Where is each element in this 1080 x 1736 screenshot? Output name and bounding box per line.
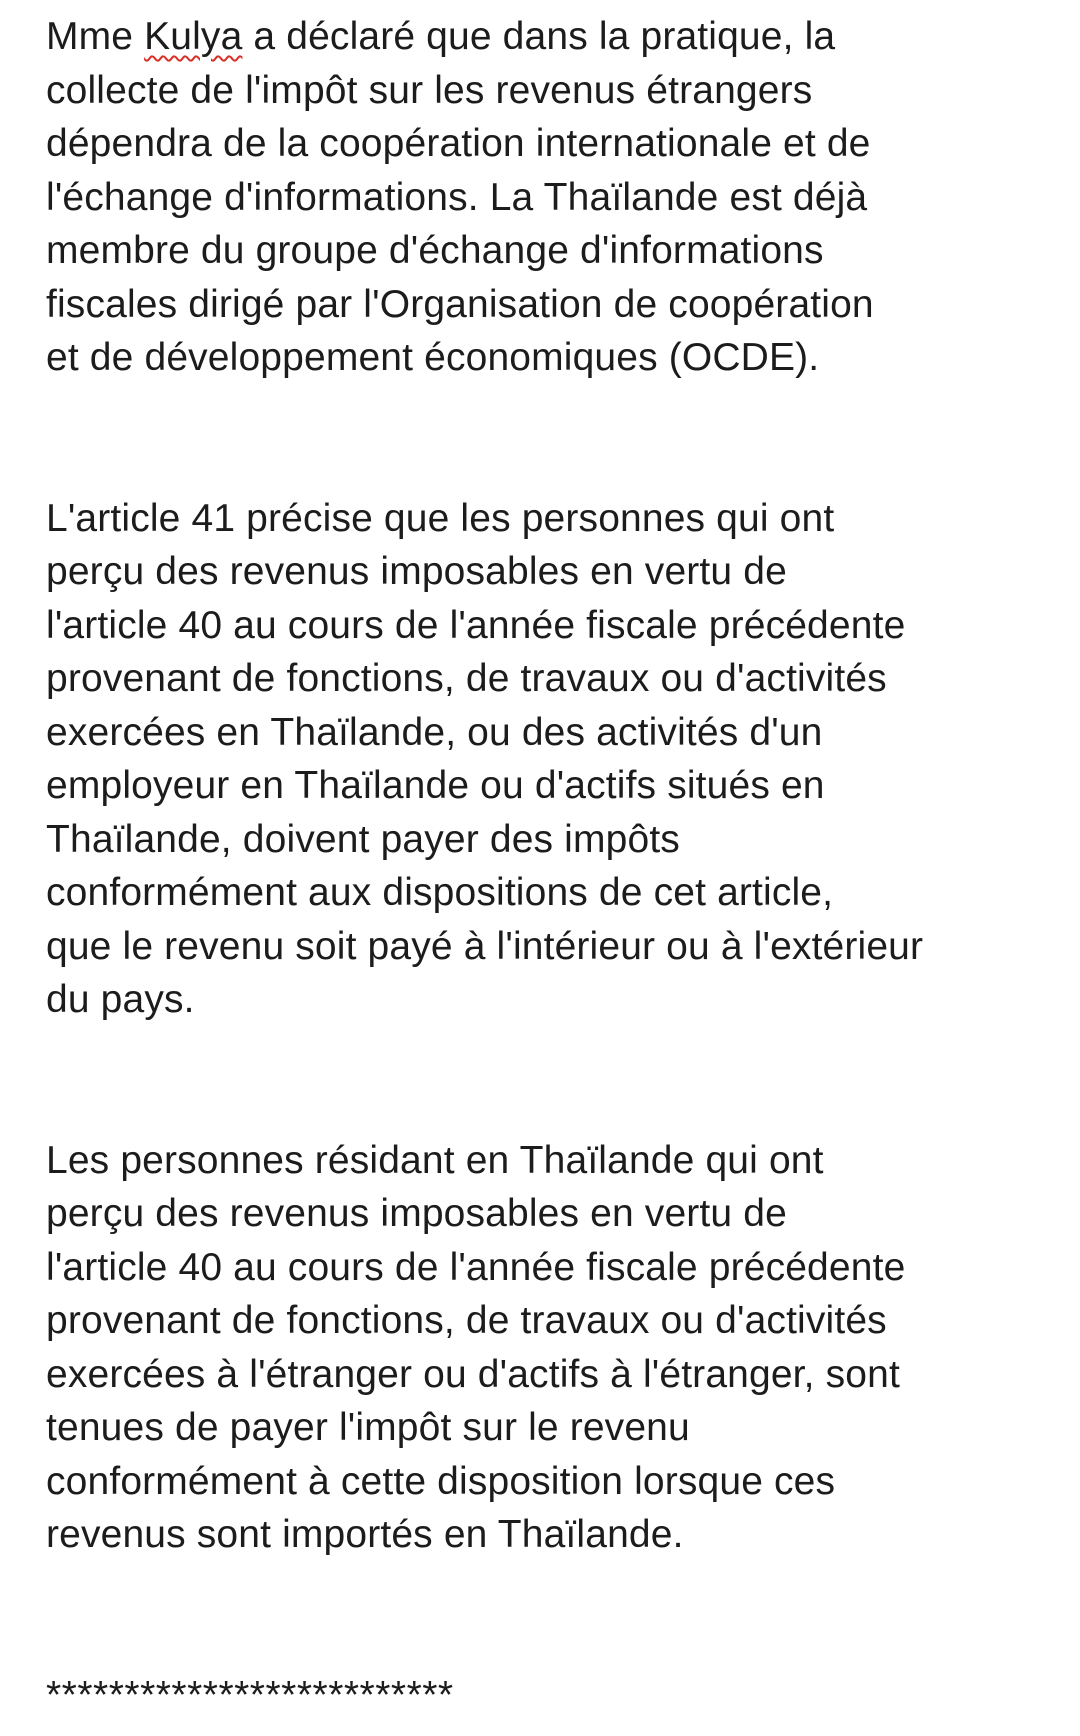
text-line: dépendra de la coopération internationale et de <box>46 122 871 165</box>
separator-line: ************************** <box>46 1673 454 1717</box>
text-line: provenant de fonctions, de travaux ou d'activités <box>46 657 887 700</box>
paragraph-1 <box>46 10 1056 385</box>
text-line: du pays. <box>46 978 195 1021</box>
text-line: conformément à cette disposition lorsque ces <box>46 1459 836 1503</box>
spellcheck-flagged-word[interactable]: Kulya <box>144 15 243 58</box>
text-line: fiscales dirigé par l'Organisation de coopération <box>46 282 874 326</box>
paragraph-2 <box>46 492 1056 1027</box>
text-line: provenant de fonctions, de travaux ou d'activités <box>46 1299 887 1342</box>
text-line: Les personnes résidant en Thaïlande qui ont <box>46 1138 824 1182</box>
paragraph-spacer <box>46 1562 1056 1669</box>
text-line: l'article 40 au cours de l'année fiscale précédente <box>46 603 906 647</box>
text-line: tenues de payer l'impôt sur le revenu <box>46 1406 690 1449</box>
paragraph-spacer <box>46 385 1056 492</box>
text-line: l'article 40 au cours de l'année fiscale précédente <box>46 1245 906 1289</box>
text-line: employeur en Thaïlande ou d'actifs situés en <box>46 764 825 807</box>
text-line: membre du groupe d'échange d'informations <box>46 229 824 272</box>
text-line: Mme Kulya a déclaré que dans la pratique, la <box>46 15 836 58</box>
paragraph-spacer <box>46 1027 1056 1134</box>
text-line: perçu des revenus imposables en vertu de <box>46 1192 787 1235</box>
text-line: revenus sont importés en Thaïlande. <box>46 1513 684 1556</box>
text-line: conformément aux dispositions de cet article, <box>46 871 834 914</box>
text-line: que le revenu soit payé à l'intérieur ou à l'extérieur <box>46 924 924 968</box>
text-line: perçu des revenus imposables en vertu de <box>46 550 787 593</box>
text-line: l'échange d'informations. La Thaïlande est déjà <box>46 175 868 219</box>
paragraph-3 <box>46 1134 1056 1562</box>
text-line: et de développement économiques (OCDE). <box>46 336 820 379</box>
text-line: L'article 41 précise que les personnes qui ont <box>46 496 835 540</box>
text-line: exercées à l'étranger ou d'actifs à l'étranger, sont <box>46 1352 900 1396</box>
text-line: Thaïlande, doivent payer des impôts <box>46 817 680 861</box>
text-line: exercées en Thaïlande, ou des activités d'un <box>46 710 823 754</box>
text-line: collecte de l'impôt sur les revenus étrangers <box>46 68 813 112</box>
document-body <box>46 10 1056 1722</box>
